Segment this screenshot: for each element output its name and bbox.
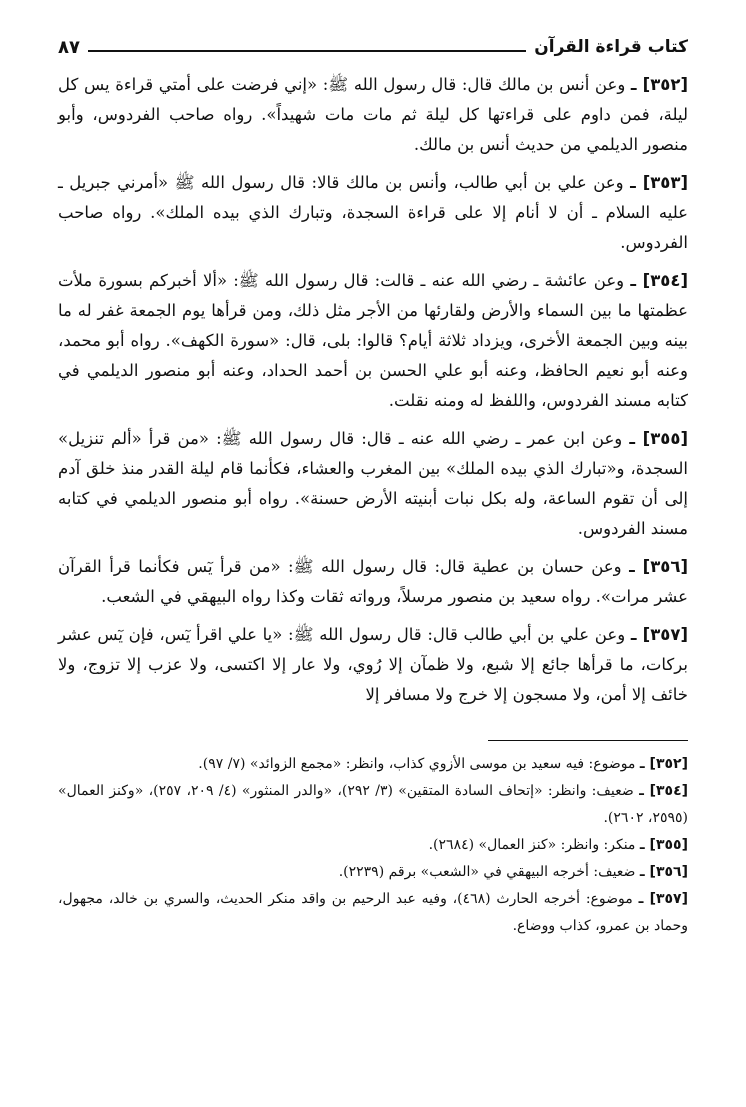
- hadith-paragraph: [58, 620, 688, 710]
- footnote: [58, 859, 688, 886]
- footnote-text: موضوع: أخرجه الحارث (٤٦٨)، وفيه عبد الرحيم بن واقد منكر الحديث، والسري بن خالد، مجهول، وحماد بن عمرو، كذاب ووضاع.: [58, 891, 688, 934]
- hadith-number: [٣٥٥] ـ: [629, 429, 688, 448]
- hadith-text: وعن حسان بن عطية قال: قال رسول الله ﷺ: «من قرأ يٓس فكأنما قرأ القرآن عشر مرات». رواه سعيد بن منصور مرسلاً، ورواته ثقات وكذا رواه البيهقي في الشعب.: [58, 557, 688, 606]
- footnote: [58, 751, 688, 778]
- footnote-number: [٣٥٦] ـ: [639, 864, 688, 880]
- hadith-paragraph: [58, 70, 688, 160]
- hadith-number: [٣٥٣] ـ: [630, 173, 688, 192]
- hadith-paragraph: [58, 424, 688, 544]
- footnote-number: [٣٥٧] ـ: [638, 891, 689, 907]
- footnote: [58, 778, 688, 832]
- footnotes: [58, 751, 688, 940]
- hadith-number: [٣٥٧] ـ: [630, 625, 688, 644]
- footnote-number: [٣٥٤] ـ: [639, 783, 689, 799]
- footnote-number: [٣٥٥] ـ: [639, 837, 688, 853]
- main-text: [58, 70, 688, 710]
- hadith-paragraph: [58, 266, 688, 416]
- running-title: كتاب قراءة القرآن: [534, 37, 688, 57]
- page-number: ٨٧: [58, 36, 80, 58]
- hadith-paragraph: [58, 552, 688, 612]
- header-rule: [88, 50, 526, 52]
- page-header: [58, 30, 688, 64]
- footnote-text: موضوع: فيه سعيد بن موسى الأزوي كذاب، وانظر: «مجمع الزوائد» (٧/ ٩٧).: [198, 756, 636, 772]
- hadith-number: [٣٥٦] ـ: [629, 557, 688, 576]
- footnote-separator: [488, 740, 688, 741]
- hadith-number: [٣٥٤] ـ: [630, 271, 688, 290]
- hadith-number: [٣٥٢] ـ: [630, 75, 688, 94]
- footnote-text: ضعيف: أخرجه البيهقي في «الشعب» برقم (٢٢٣٩).: [338, 864, 636, 880]
- footnote-text: منكر: وانظر: «كنز العمال» (٢٦٨٤).: [428, 837, 636, 853]
- footnote-number: [٣٥٢] ـ: [639, 756, 688, 772]
- hadith-text: وعن أنس بن مالك قال: قال رسول الله ﷺ: «إني فرضت على أمتي قراءة يس كل ليلة، فمن داوم على قراءتها كل ليلة ثم مات مات شهيداً». رواه صاحب الفردوس، وأبو منصور الديلمي من حديث أنس بن مالك.: [58, 75, 688, 154]
- hadith-paragraph: [58, 168, 688, 258]
- footnote: [58, 832, 688, 859]
- hadith-text: وعن ابن عمر ـ رضي الله عنه ـ قال: قال رسول الله ﷺ: «من قرأ «ألم تنزيل» السجدة، و«تبارك الذي بيده الملك» بين المغرب والعشاء، فكأنما قام ليلة القدر منذ خلق آدم إلى أن تقوم الساعة، وله بكل نبات أبنيته الأرض حسنة». رواه أبو منصور الديلمي في كتابه مسند الفردوس.: [58, 429, 688, 538]
- footnote: [58, 886, 688, 940]
- hadith-text: وعن علي بن أبي طالب، وأنس بن مالك قالا: قال رسول الله ﷺ «أمرني جبريل ـ عليه السلام ـ أن لا أنام إلا على قراءة السجدة، وتبارك الذي بيده الملك». رواه صاحب الفردوس.: [58, 173, 688, 252]
- hadith-text: وعن علي بن أبي طالب قال: قال رسول الله ﷺ: «يا علي اقرأ يٓس، فإن يٓس عشر بركات، ما قرأها جائع إلا شبع، ولا ظمآن إلا رُوي، ولا عار إلا اكتسى، ولا عزب إلا تزوج، ولا خائف إلا أمن، ولا مسجون إلا خرج ولا مسافر إلا: [58, 625, 688, 704]
- footnote-text: ضعيف: وانظر: «إتحاف السادة المتقين» (٣/ ٢٩٢)، «والدر المنثور» (٤/ ٢٠٩، ٢٥٧)، «وكنز العمال» (٢٥٩٥، ٢٦٠٢).: [58, 783, 688, 826]
- hadith-text: وعن عائشة ـ رضي الله عنه ـ قالت: قال رسول الله ﷺ: «ألا أخبركم بسورة ملأت عظمتها ما بين السماء والأرض ولقارئها من الأجر مثل ذلك، ومن قرأها يوم الجمعة غفر له ما بينه وبين الجمعة الأخرى، ويزداد ثلاثة أيام؟ قالوا: بلى، قال: «سورة الكهف». رواه أبو محمد، وعنه أبو نعيم الحافظ، وعنه أبو علي الحسن بن أحمد الحداد، وعنه أبو منصور الديلمي في كتابه مسند الفردوس، واللفظ له ومنه نقلت.: [58, 271, 688, 410]
